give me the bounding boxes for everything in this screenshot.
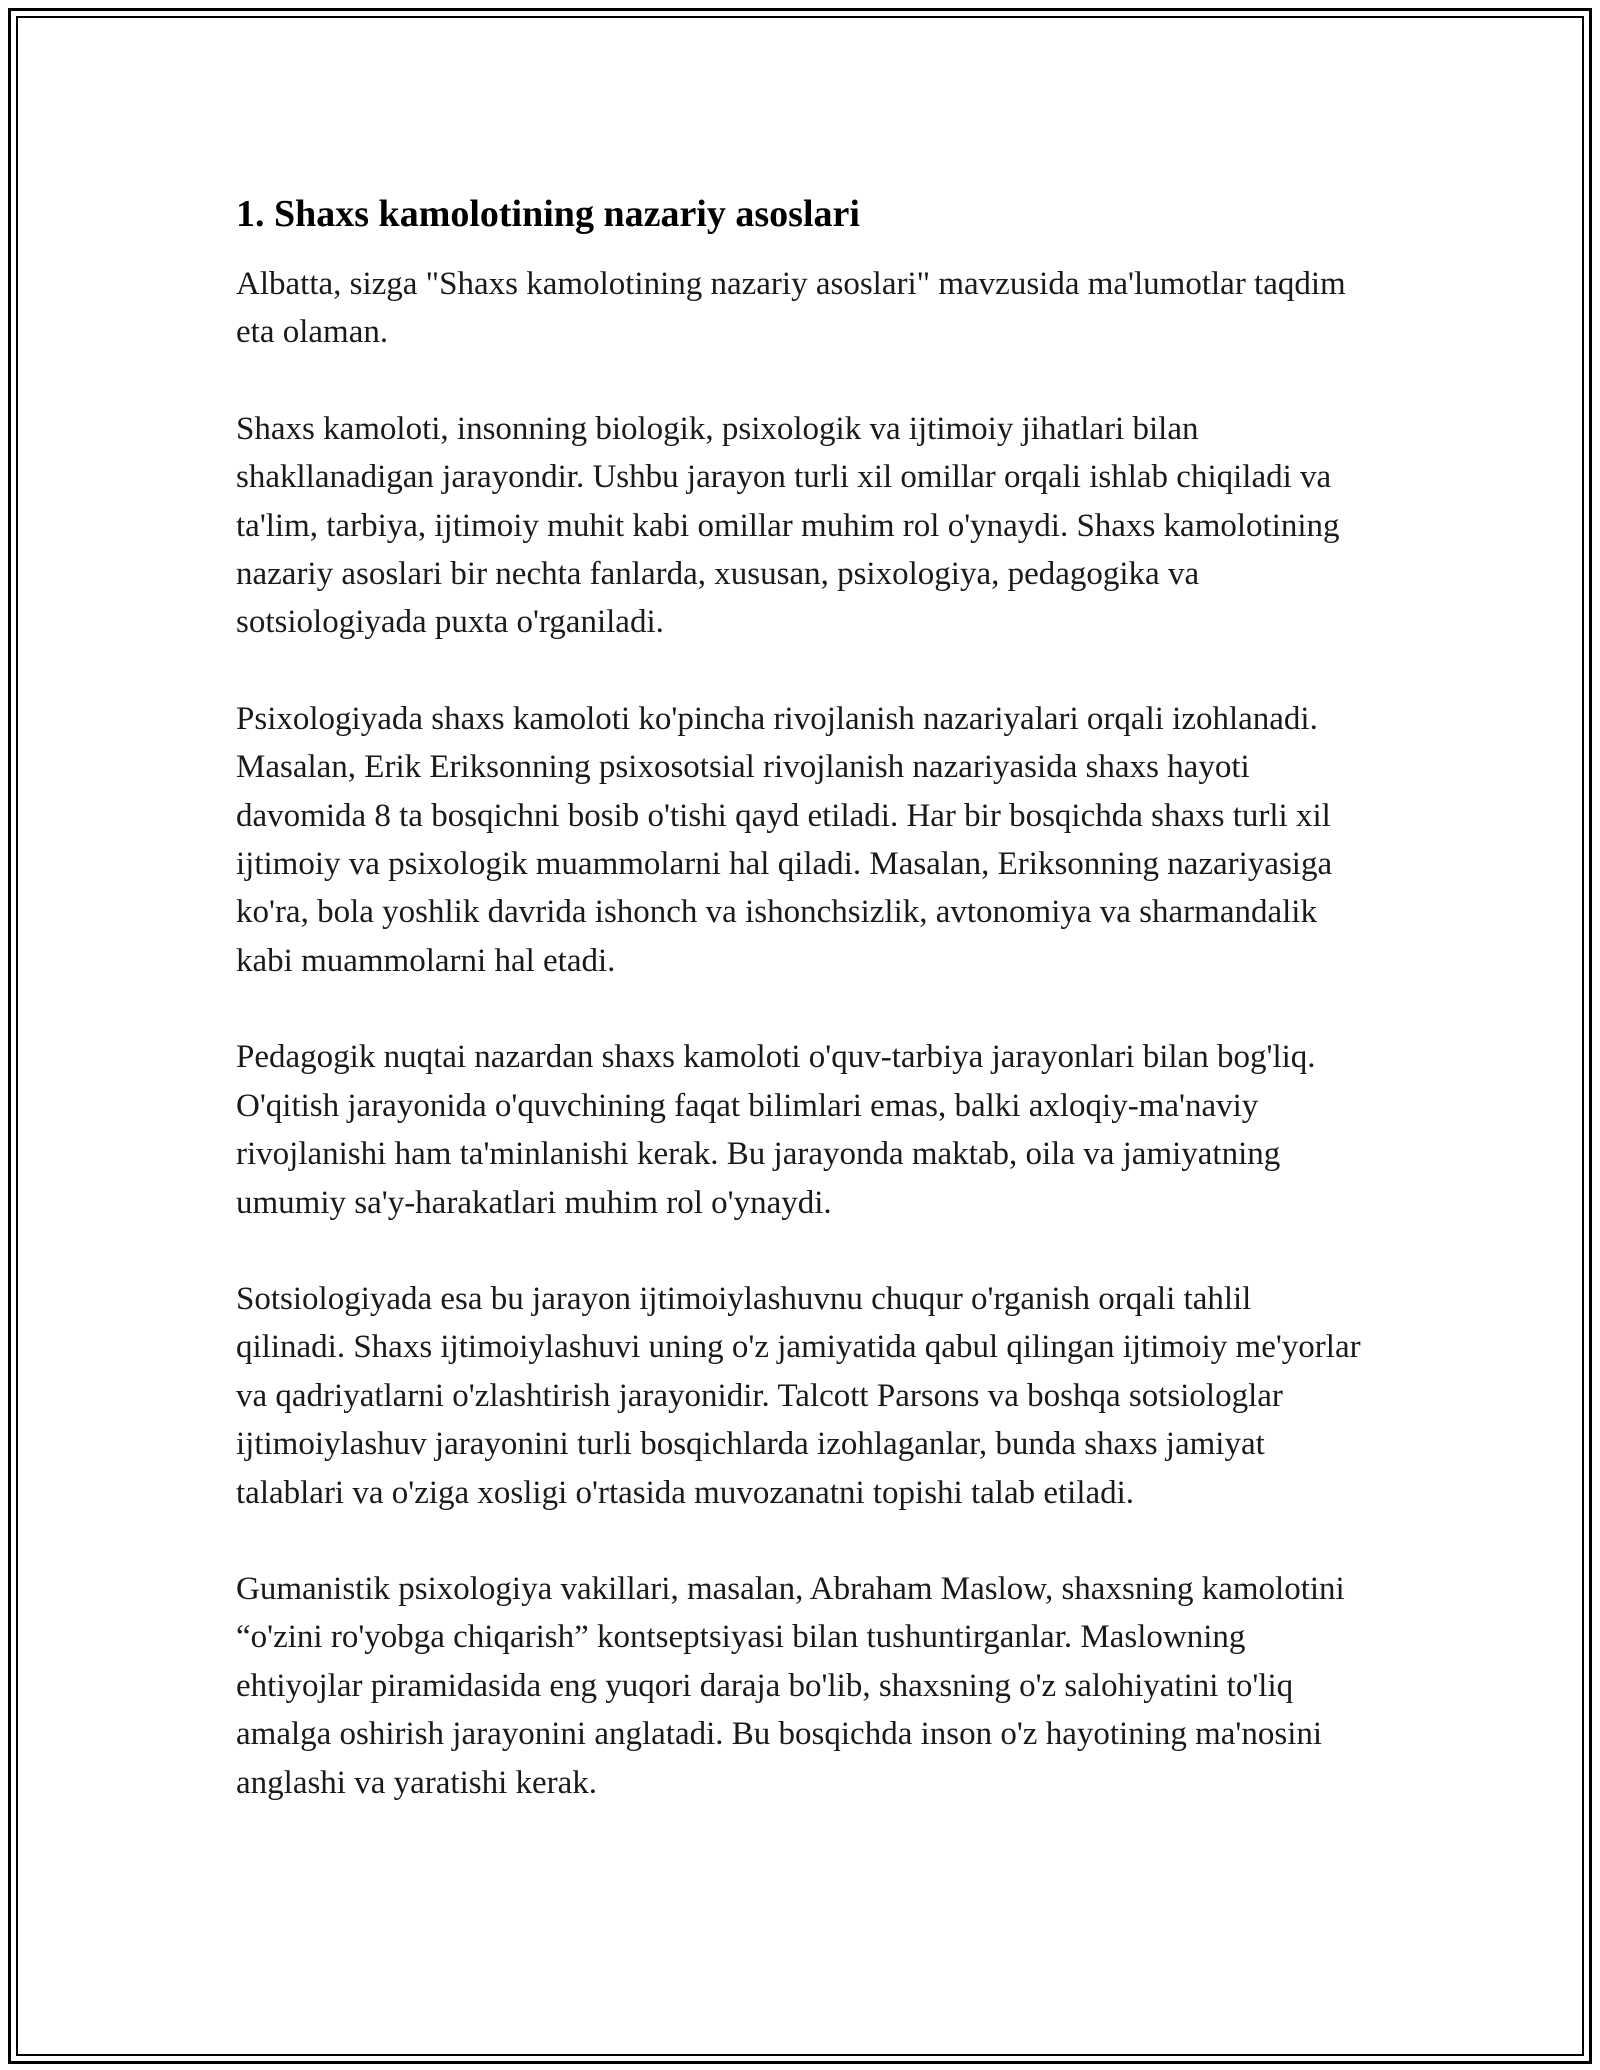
section-heading: 1. Shaxs kamolotining nazariy asoslari	[236, 193, 860, 235]
document-body	[236, 190, 1366, 1855]
paragraph-pedagogy: Pedagogik nuqtai nazardan shaxs kamoloti o'quv-tarbiya jarayonlari bilan bog'liq. O'qitish jarayonida o'quvchining faqat bilimlari emas, balki axloqiy-ma'naviy rivojlanishi ham ta'minlanishi kerak. Bu jarayonda maktab, oila va jamiyatning umumiy sa'y-harakatlari muhim rol o'ynaydi.	[236, 1039, 1316, 1221]
paragraph-psychology: Psixologiyada shaxs kamoloti ko'pincha rivojlanish nazariyalari orqali izohlanadi. Masalan, Erik Eriksonning psixosotsial rivojlanish nazariyasida shaxs hayoti davomida 8 ta bosqichni bosib o'tishi qayd etiladi. Har bir bosqichda shaxs turli xil ijtimoiy va psixologik muammolarni hal qiladi. Masalan, Eriksonning nazariyasiga ko'ra, bola yoshlik davrida ishonch va ishonchsizlik, avtonomiya va sharmandalik kabi muammolarni hal etadi.	[236, 700, 1333, 979]
paragraph-humanistic: Gumanistik psixologiya vakillari, masalan, Abraham Maslow, shaxsning kamolotini “o'zini ro'yobga chiqarish” kontseptsiyasi bilan tushuntirganlar. Maslowning ehtiyojlar piramidasida eng yuqori daraja bo'lib, shaxsning o'z salohiyatini to'liq amalga oshirish jarayonini anglatadi. Bu bosqichda inson o'z hayotining ma'nosini anglashi va yaratishi kerak.	[236, 1570, 1345, 1801]
paragraph-definition: Shaxs kamoloti, insonning biologik, psixologik va ijtimoiy jihatlari bilan shakllanadigan jarayondir. Ushbu jarayon turli xil omillar orqali ishlab chiqiladi va ta'lim, tarbiya, ijtimoiy muhit kabi omillar muhim rol o'ynaydi. Shaxs kamolotining nazariy asoslari bir nechta fanlarda, xususan, psixologiya, pedagogika va sotsiologiyada puxta o'rganiladi.	[236, 410, 1340, 641]
paragraph-sociology: Sotsiologiyada esa bu jarayon ijtimoiylashuvnu chuqur o'rganish orqali tahlil qilinadi. Shaxs ijtimoiylashuvi uning o'z jamiyatida qabul qilingan ijtimoiy me'yorlar va qadriyatlarni o'zlashtirish jarayonidir. Talcott Parsons va boshqa sotsiologlar ijtimoiylashuv jarayonini turli bosqichlarda izohlaganlar, bunda shaxs jamiyat talablari va o'ziga xosligi o'rtasida muvozanatni topishi talab etiladi.	[236, 1280, 1361, 1511]
paragraph-intro: Albatta, sizga "Shaxs kamolotining nazariy asoslari" mavzusida ma'lumotlar taqdim eta olaman.	[236, 266, 1346, 351]
